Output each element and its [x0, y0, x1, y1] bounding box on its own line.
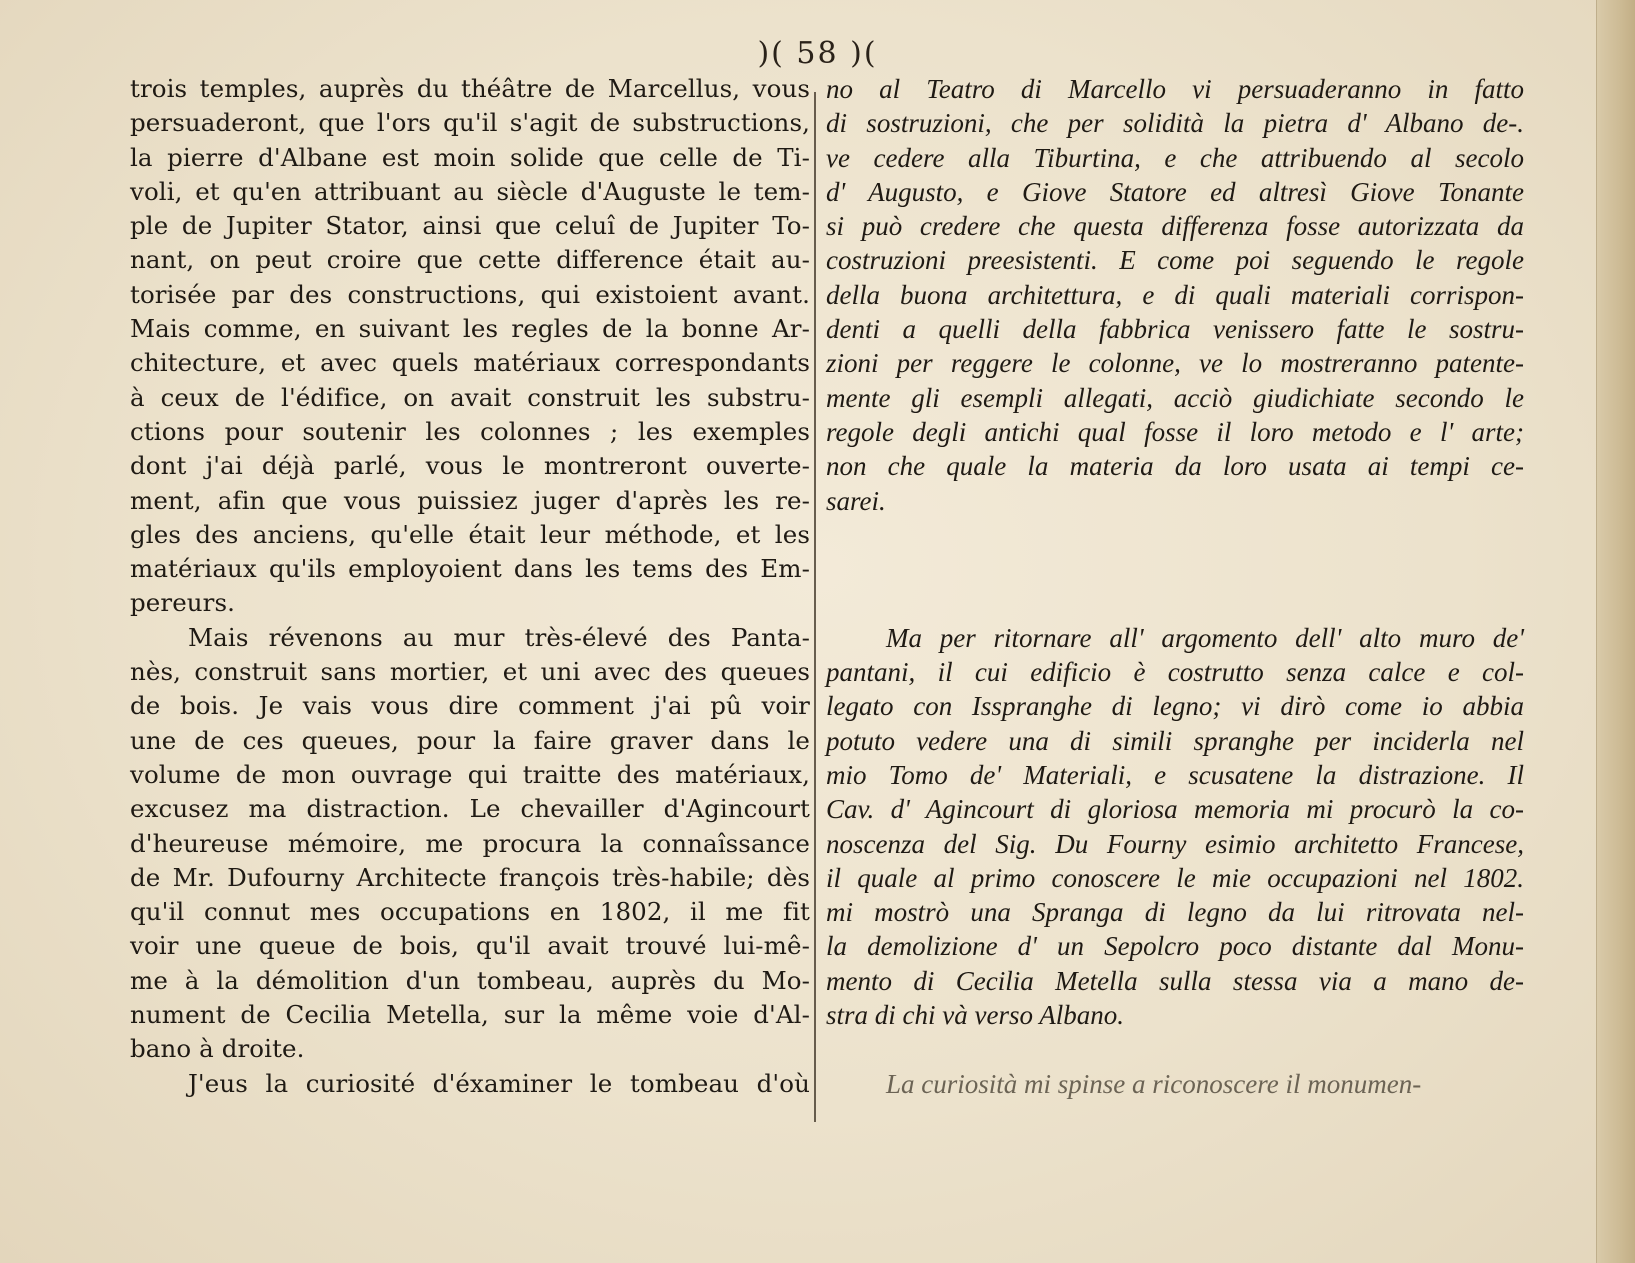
column-divider: [814, 92, 816, 1122]
text-line: della buona architettura, e di quali materiali corrispon-: [826, 279, 1524, 310]
text-line: mento di Cecilia Metella sulla stessa via a mano de-: [826, 965, 1524, 996]
text-line: si può credere che questa differenza fosse autorizzata da: [826, 211, 1524, 242]
text-line: sarei.: [826, 485, 886, 516]
french-paragraph-2: [130, 621, 810, 1067]
text-line: torisée par des constructions, qui existoient avant.: [130, 279, 810, 309]
text-line: d' Augusto, e Giove Statore ed altresì Giove Tonante: [826, 176, 1524, 207]
text-line: no al Teatro di Marcello vi persuaderanno in fatto: [826, 74, 1524, 104]
text-line: ctions pour soutenir les colonnes ; les exemples: [130, 416, 810, 446]
italian-paragraph-2: [826, 621, 1524, 1033]
italian-paragraph-3: [826, 1067, 1524, 1101]
text-line: mi mostrò una Spranga di legno da lui ritrovata nel-: [826, 897, 1524, 928]
text-line: de bois. Je vais vous dire comment j'ai pû voir: [130, 691, 810, 721]
page-number: )( 58 )(: [757, 36, 878, 71]
text-line: de Mr. Dufourny Architecte françois très-habile; dès: [130, 862, 810, 892]
text-line: persuaderont, que l'ors qu'il s'agit de substructions,: [130, 108, 810, 138]
text-line: gles des anciens, qu'elle était leur méthode, et les: [130, 519, 810, 549]
text-line: trois temples, auprès du théâtre de Marcellus, vous: [130, 74, 810, 103]
french-paragraph-1: [130, 72, 810, 621]
text-line: nès, construit sans mortier, et uni avec des queues: [130, 657, 810, 687]
text-line: pereurs.: [130, 588, 236, 618]
text-line: J'eus la curiosité d'éxaminer le tombeau d'où: [188, 1068, 810, 1098]
text-line: qu'il connut mes occupations en 1802, il me fit: [130, 897, 810, 927]
text-line: Mais comme, en suivant les regles de la bonne Ar-: [130, 314, 810, 344]
text-line: voli, et qu'en attribuant au siècle d'Auguste le tem-: [130, 176, 810, 206]
text-line: ple de Jupiter Stator, ainsi que celuî de Jupiter To-: [130, 211, 810, 241]
text-line: à ceux de l'édifice, on avait construit les substru-: [130, 382, 810, 412]
french-paragraph-3: [130, 1067, 810, 1101]
text-line: Cav. d' Agincourt di gloriosa memoria mi procurò la co-: [826, 794, 1524, 825]
text-line: chitecture, et avec quels matériaux correspondants: [130, 348, 810, 378]
italian-paragraph-1: [826, 72, 1524, 518]
text-line: La curiosità mi spinse a riconoscere il monumen-: [886, 1068, 1422, 1099]
text-line: Mais révenons au mur très-élevé des Panta-: [188, 622, 810, 652]
text-line: voir une queue de bois, qu'il avait trouvé lui-mê-: [130, 931, 810, 961]
text-line: costruzioni preesistenti. E come poi seguendo le regole: [826, 245, 1524, 276]
page-edge: [1596, 0, 1635, 1263]
text-line: nant, on peut croire que cette difference était au-: [130, 245, 810, 275]
text-line: mio Tomo de' Materiali, e scusatene la distrazione. Il: [826, 759, 1524, 790]
text-line: une de ces queues, pour la faire graver dans le: [130, 725, 810, 755]
text-line: noscenza del Sig. Du Fourny esimio architetto Francese,: [826, 828, 1524, 859]
text-line: il quale al primo conoscere le mie occupazioni nel 1802.: [826, 862, 1524, 893]
text-line: ve cedere alla Tiburtina, e che attribuendo al secolo: [826, 142, 1524, 173]
text-line: volume de mon ouvrage qui traitte des matériaux,: [130, 759, 810, 789]
text-line: la demolizione d' un Sepolcro poco distante dal Monu-: [826, 931, 1524, 962]
text-line: Ma per ritornare all' argomento dell' alto muro de': [886, 622, 1524, 653]
text-line: ment, afin que vous puissiez juger d'après les re-: [130, 485, 810, 515]
text-line: bano à droite.: [130, 1034, 305, 1064]
text-line: pantani, il cui edificio è costrutto senza calce e col-: [826, 657, 1524, 688]
text-line: legato con Isspranghe di legno; vi dirò come io abbia: [826, 691, 1524, 722]
text-line: excusez ma distraction. Le chevailler d'Agincourt: [130, 794, 810, 824]
text-line: mente gli esempli allegati, acciò giudichiate secondo le: [826, 382, 1524, 413]
italian-column: [826, 72, 1524, 1101]
text-line: di sostruzioni, che per solidità la pietra d' Albano de-.: [826, 108, 1524, 139]
text-line: dont j'ai déjà parlé, vous le montreront ouverte-: [130, 451, 810, 481]
text-line: regole degli antichi qual fosse il loro metodo e l' arte;: [826, 416, 1524, 447]
text-line: non che quale la materia da loro usata ai tempi ce-: [826, 451, 1524, 482]
text-line: d'heureuse mémoire, me procura la connaîssance: [130, 828, 810, 858]
text-line: denti a quelli della fabbrica venissero fatte le sostru-: [826, 314, 1524, 345]
text-line: stra di chi và verso Albano.: [826, 1000, 1124, 1031]
text-line: potuto vedere una di simili spranghe per inciderla nel: [826, 725, 1524, 756]
text-line: nument de Cecilia Metella, sur la même voie d'Al-: [130, 1000, 810, 1030]
text-line: matériaux qu'ils employoient dans les tems des Em-: [130, 554, 810, 584]
text-line: la pierre d'Albane est moin solide que celle de Ti-: [130, 142, 810, 172]
column-gap: [826, 518, 1524, 621]
text-line: zioni per reggere le colonne, ve lo mostreranno patente-: [826, 348, 1524, 379]
text-line: me à la démolition d'un tombeau, auprès du Mo-: [130, 965, 810, 995]
column-gap: [826, 1032, 1524, 1066]
french-column: [130, 72, 810, 1101]
